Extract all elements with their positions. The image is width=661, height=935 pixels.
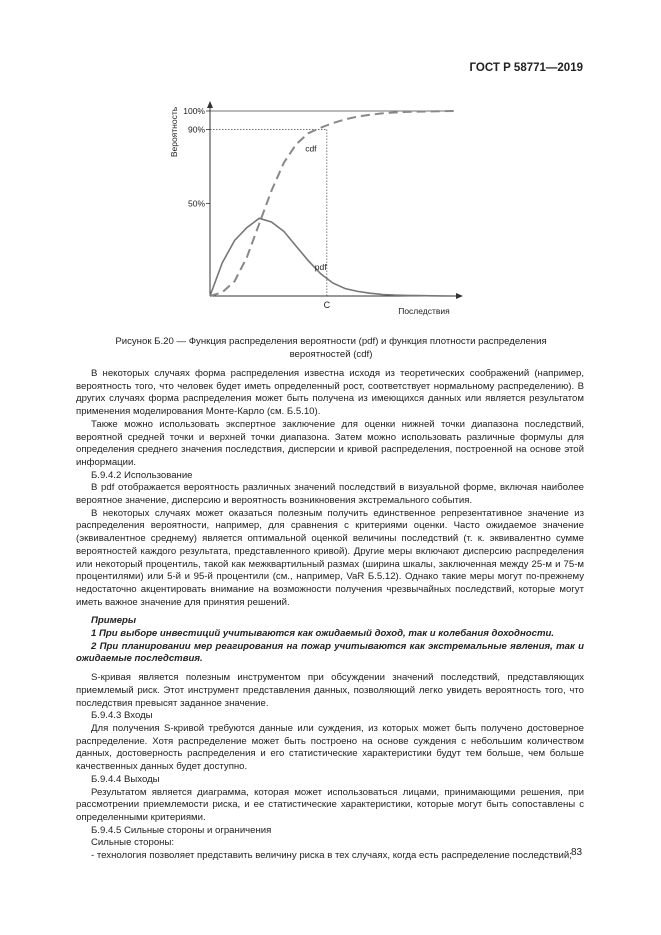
caption-line-2: вероятностей (cdf) — [289, 349, 373, 360]
paragraph: Результатом является диаграмма, которая может использоваться лицами, принимающими решения, при рассмотрении приемлемости риска, и ее статистические характеристики, которые могут быть сопоставлены с определенными критериями. — [76, 786, 584, 823]
series-label-pdf: pdf — [314, 262, 327, 273]
y-tick-label: 100% — [183, 106, 205, 116]
figure-chart — [158, 98, 468, 320]
paragraph: Также можно использовать экспертное заключение для оценки нижней точки диапазона последствий, вероятной средней точки и верхней точки диапазона. Затем можно использовать различные формулы для определения среднего значения последствия, дисперсии и кривой распределения, построенной на основе этой информации. — [76, 418, 584, 468]
example-1: 1 При выборе инвестиций учитываются как ожидаемый доход, так и колебания доходности. — [91, 628, 555, 640]
paragraph: S-кривая является полезным инструментом при обсуждении значений последствий, представляющих приемлемый риск. Этот инструмент представления данных, позволяющий легко увидеть вероятность того, что последствия превысят заданное значение. — [76, 672, 584, 709]
section-heading: Б.9.4.5 Сильные стороны и ограничения — [91, 824, 272, 836]
guide-lines — [210, 111, 446, 296]
paragraph: Сильные стороны: — [91, 837, 175, 849]
paragraph: В некоторых случаях форма распределения известна исходя из теоретических соображений (например, вероятность того, что человек будет иметь определенный рост, соответствует нормальному распределению). В других случаях форма распределения может быть получена из имеющихся данных или является результатом применения моделирования Монте-Карло (см. Б.5.10). — [76, 368, 584, 418]
series-cdf — [210, 111, 456, 296]
body-text — [76, 368, 584, 863]
series-label-cdf: cdf — [305, 143, 317, 154]
axes — [206, 101, 463, 299]
y-axis-title: Вероятность — [169, 106, 179, 158]
examples-heading: Примеры — [91, 615, 137, 627]
chart-labels — [169, 106, 450, 316]
paragraph: В некоторых случаях может оказаться полезным получить единственное репрезентативное значение из распределения вероятности, например, для сравнения с критериями оценки. Часто ожидаемое значение (эквивалентное среднему) является оптимальной оценкой величины последствий (т. к. эквивалентно сумме вероятностей каждого результата, представленного кривой). Другие меры включают дисперсию распределения или некоторый процентиль, такой как межквартильный размах (ширина шкалы, заключенная между 25-м и 75-м процентилями) или 5-й и 95-й процентили (см., например, VaR Б.5.12). Однако такие меры могут по-прежнему недостаточно акцентировать внимание на возможности получения чрезвычайных последствий, которые могут иметь важное значение для принятия решений. — [76, 507, 584, 608]
x-axis-arrow — [456, 293, 463, 299]
page-number: 83 — [571, 847, 583, 858]
figure-caption — [70, 335, 592, 361]
x-marker-label: C — [323, 300, 331, 310]
paragraph: В pdf отображается вероятность различных значений последствий в визуальной форме, включая наиболее вероятное значение, дисперсию и вероятность возникновения экстремального события. — [76, 482, 584, 507]
section-heading: Б.9.4.3 Входы — [91, 710, 153, 722]
paragraph: Для получения S-кривой требуются данные или суждения, из которых может быть получено достоверное распределение. Хотя распределение может быть построено на основе суждения с небольшим количеством данных, достоверность распределения и его статистические характеристики будут тем больше, чем больше качественных данных будет доступно. — [76, 722, 584, 773]
section-heading: Б.9.4.2 Использование — [91, 469, 193, 481]
probability-chart — [158, 98, 468, 320]
y-tick-label: 90% — [187, 124, 205, 135]
standard-designation: ГОСТ Р 58771—2019 — [469, 62, 583, 74]
section-heading: Б.9.4.4 Выходы — [91, 773, 160, 785]
y-axis-arrow — [207, 101, 213, 108]
y-tick-label: 50% — [187, 198, 205, 209]
example-2: 2 При планировании мер реагирования на пожар учитываются как экстремальные явления, так и ожидаемые последствия. — [76, 640, 584, 665]
paragraph: - технология позволяет представить величину риска в тех случаях, когда есть распределение последствий; — [91, 850, 572, 862]
series-layer — [210, 111, 456, 296]
caption-line-1: Рисунок Б.20 — Функция распределения вероятности (pdf) и функция плотности распределения — [115, 336, 547, 347]
x-axis-title: Последствия — [398, 306, 450, 316]
